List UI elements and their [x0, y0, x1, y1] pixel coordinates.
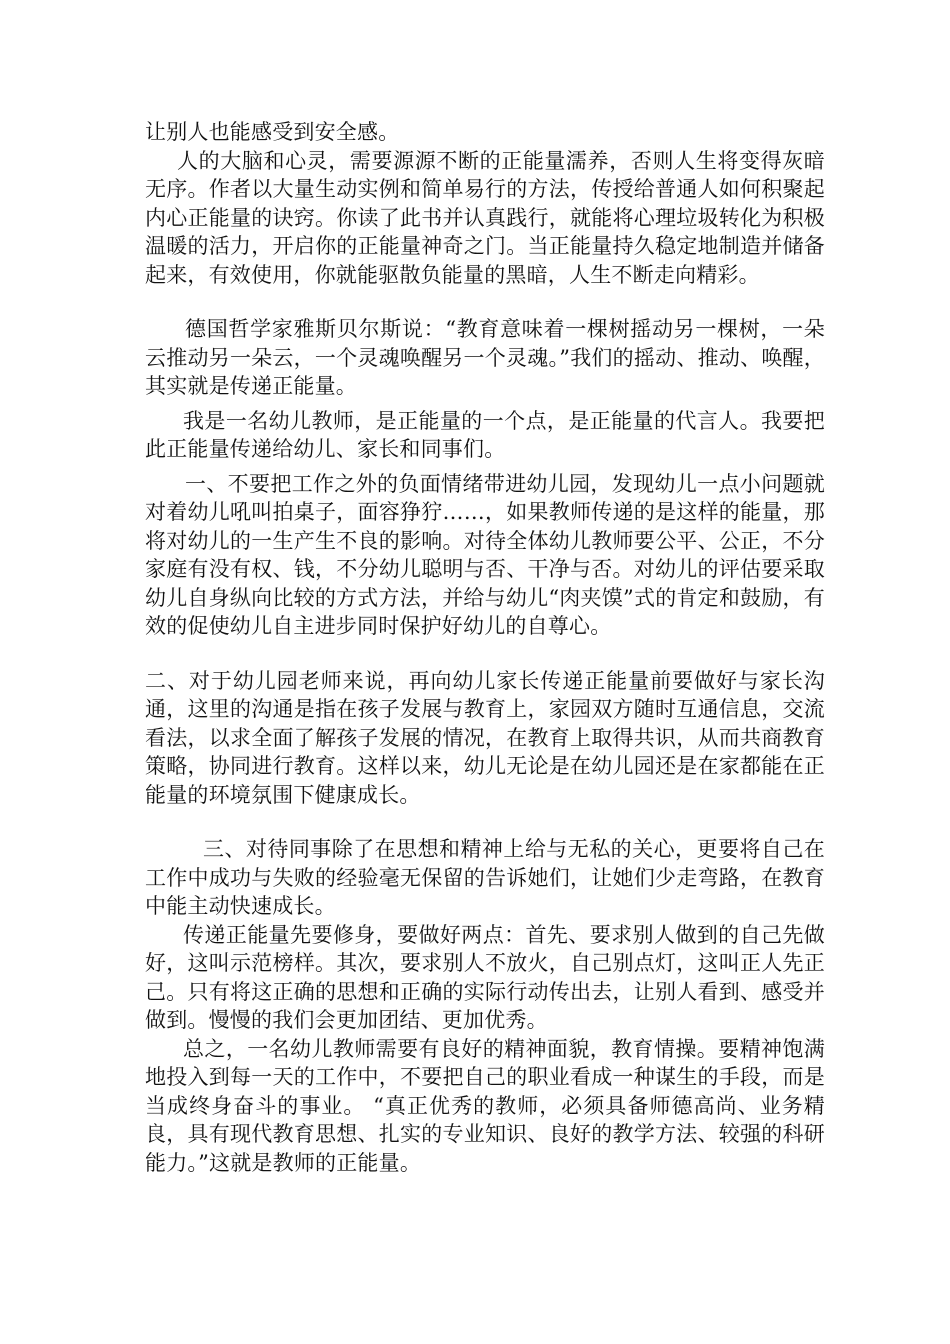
- paragraph-7: 三、对待同事除了在思想和精神上给与无私的关心，更要将自己在工作中成功与失败的经验毫无保留的告诉她们，让她们少走弯路，在教育中能主动快速成长。: [145, 837, 825, 918]
- paragraph-8: 传递正能量先要修身，要做好两点：首先、要求别人做到的自己先做好，这叫示范榜样。其次，要求别人不放火，自己别点灯，这叫正人先正己。只有将这正确的思想和正确的实际行动传出去，让别人看到、感受并做到。慢慢的我们会更加团结、更加优秀。: [145, 922, 825, 1032]
- paragraph-4: 我是一名幼儿教师，是正能量的一个点，是正能量的代言人。我要把此正能量传递给幼儿、家长和同事们。: [145, 408, 825, 461]
- paragraph-spacer: [145, 289, 825, 315]
- paragraph-6: 二、对于幼儿园老师来说，再向幼儿家长传递正能量前要做好与家长沟通，这里的沟通是指在孩子发展与教育上，家园双方随时互通信息，交流看法，以求全面了解孩子发展的情况，在教育上取得共识，从而共商教育策略，协同进行教育。这样以来，幼儿无论是在幼儿园还是在家都能在正能量的环境氛围下健康成长。: [145, 668, 825, 807]
- paragraph-1: 让别人也能感受到安全感。: [145, 120, 400, 144]
- paragraph-3: 德国哲学家雅斯贝尔斯说：“教育意味着一棵树摇动另一棵树，一朵云推动另一朵云，一个灵魂唤醒另一个灵魂。”我们的摇动、推动、唤醒，其实就是传递正能量。: [145, 317, 825, 398]
- document-body: [145, 118, 825, 1177]
- paragraph-spacer: [145, 641, 825, 667]
- paragraph-9: 总之，一名幼儿教师需要有良好的精神面貌，教育情操。要精神饱满地投入到每一天的工作中，不要把自己的职业看成一种谋生的手段，而是当成终身奋斗的事业。 “真正优秀的教师，必须具备师德高尚、业务精良，具有现代教育思想、扎实的专业知识、良好的教学方法、较强的科研能力。”这就是教师的正能量。: [145, 1036, 825, 1175]
- paragraph-5: 一、不要把工作之外的负面情绪带进幼儿园，发现幼儿一点小问题就对着幼儿吼叫拍桌子，面容狰狞……，如果教师传递的是这样的能量，那将对幼儿的一生产生不良的影响。对待全体幼儿教师要公平、公正，不分家庭有没有权、钱，不分幼儿聪明与否、干净与否。对幼儿的评估要采取幼儿自身纵向比较的方式方法，并给与幼儿“肉夹馍”式的肯定和鼓励，有效的促使幼儿自主进步同时保护好幼儿的自尊心。: [145, 471, 825, 638]
- paragraph-2: 人的大脑和心灵，需要源源不断的正能量濡养，否则人生将变得灰暗无序。作者以大量生动实例和简单易行的方法，传授给普通人如何积聚起内心正能量的诀窍。你读了此书并认真践行，就能将心理垃圾转化为积极温暖的活力，开启你的正能量神奇之门。当正能量持久稳定地制造并储备起来，有效使用，你就能驱散负能量的黑暗，人生不断走向精彩。: [145, 148, 825, 287]
- paragraph-spacer: [145, 809, 825, 835]
